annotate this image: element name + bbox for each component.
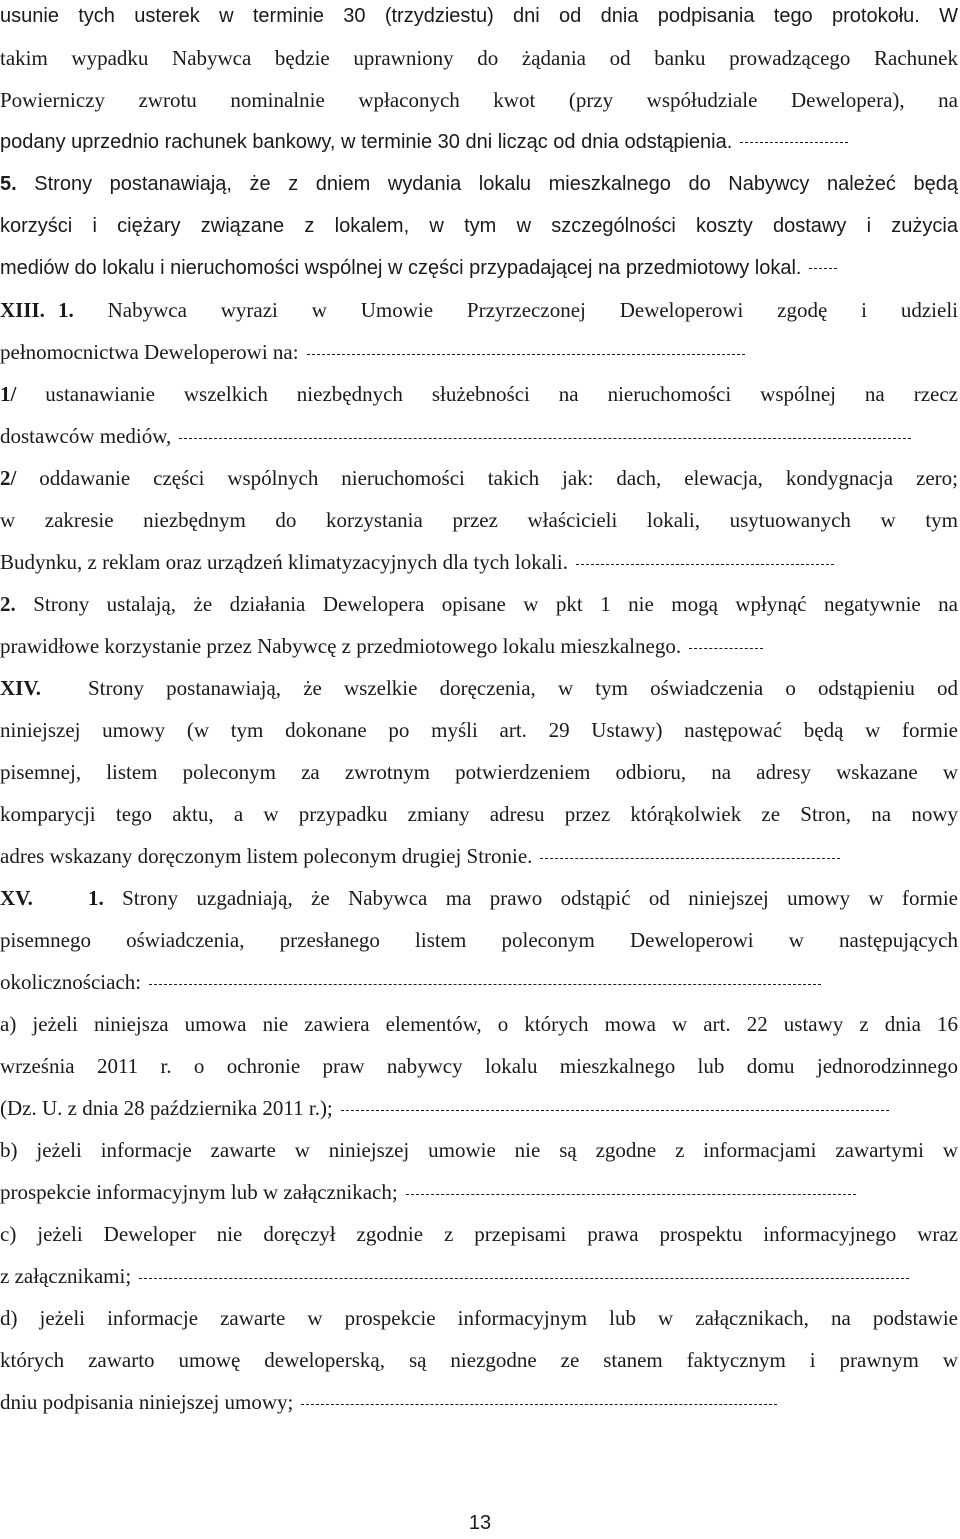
text-line: Budynku, z reklam oraz urządzeń klimatyzacyjnych dla tych lokali.: [0, 546, 958, 588]
text-line: września 2011 r. o ochronie praw nabywcy lokalu mieszkalnego lub domu jednorodzinnego: [0, 1054, 958, 1078]
text-line: adres wskazany doręczonym listem poleconym drugiej Stronie.: [0, 840, 958, 882]
text-line: mediów do lokalu i nieruchomości wspólnej w części przypadającej na przedmiotowy lokal.: [0, 252, 958, 294]
item-number: 2/: [0, 466, 17, 490]
text-line: z załącznikami;: [0, 1260, 958, 1302]
text-line: dostawców mediów,: [0, 420, 958, 462]
text-line: c) jeżeli Deweloper nie doręczył zgodnie z przepisami prawa prospektu informacyjnego wraz: [0, 1222, 958, 1246]
text-line: pełnomocnictwa Deweloperowi na:: [0, 336, 958, 378]
chapter-number: XV.: [0, 886, 33, 910]
text-line: XV. 1. Strony uzgadniają, że Nabywca ma prawo odstąpić od niniejszej umowy w formie: [0, 882, 958, 924]
fill-dash: [307, 354, 745, 355]
text-line: korzyści i ciężary związane z lokalem, w tym w szczególności koszty dostawy i zużycia: [0, 215, 958, 237]
text-line: 1/ ustanawianie wszelkich niezbędnych służebności na nieruchomości wspólnej na rzecz: [0, 382, 958, 406]
text-line: komparycji tego aktu, a w przypadku zmiany adresu przez którąkolwiek ze Stron, na nowy: [0, 802, 958, 826]
text-line: pisemnego oświadczenia, przesłanego listem poleconym Deweloperowi w następujących: [0, 928, 958, 952]
text-line: b) jeżeli informacje zawarte w niniejszej umowie nie są zgodne z informacjami zawartymi w: [0, 1138, 958, 1162]
text-line: XIII. 1. Nabywca wyrazi w Umowie Przyrzeczonej Deweloperowi zgodę i udzieli: [0, 294, 958, 336]
page-number: 13: [468, 1512, 492, 1534]
chapter-number: XIV.: [0, 676, 42, 700]
text-line: 2/ oddawanie części wspólnych nieruchomości takich jak: dach, elewacja, kondygnacja zero;: [0, 466, 959, 490]
text-line: dniu podpisania niniejszej umowy;: [0, 1386, 958, 1428]
item-number: 1/: [0, 382, 17, 406]
section-number: 1.: [58, 298, 74, 322]
text-line: takim wypadku Nabywca będzie uprawniony do żądania od banku prowadzącego Rachunek: [0, 46, 958, 70]
text-line: (Dz. U. z dnia 28 października 2011 r.);: [0, 1092, 958, 1134]
section-number: 5.: [0, 173, 17, 195]
fill-dash: [576, 564, 834, 565]
fill-dash: [740, 142, 848, 143]
section-number: 2.: [0, 592, 16, 616]
fill-dash: [139, 1278, 909, 1279]
text-line: pisemnej, listem poleconym za zwrotnym potwierdzeniem odbioru, na adresy wskazane w: [0, 760, 958, 784]
text-line: Powierniczy zwrotu nominalnie wpłaconych kwot (przy współudziale Dewelopera), na: [0, 88, 958, 112]
text-line: d) jeżeli informacje zawarte w prospekcie informacyjnym lub w załącznikach, na podstawie: [0, 1306, 958, 1330]
text-line: w zakresie niezbędnym do korzystania przez właścicieli lokali, usytuowanych w tym: [0, 508, 958, 532]
text-line: prawidłowe korzystanie przez Nabywcę z przedmiotowego lokalu mieszkalnego.: [0, 630, 958, 672]
fill-dash: [540, 858, 840, 859]
text-line: 2. Strony ustalają, że działania Dewelopera opisane w pkt 1 nie mogą wpłynąć negatywnie na: [0, 592, 959, 616]
fill-dash: [689, 648, 763, 649]
text-line: XIV. Strony postanawiają, że wszelkie doręczenia, w tym oświadczenia o odstąpieniu od: [0, 672, 958, 714]
fill-dash: [406, 1194, 856, 1195]
chapter-number: XIII.: [0, 298, 45, 322]
text-line: 5. Strony postanawiają, że z dniem wydania lokalu mieszkalnego do Nabywcy należeć będą: [0, 173, 958, 195]
fill-dash: [809, 268, 837, 269]
fill-dash: [341, 1110, 889, 1111]
text-line: a) jeżeli niniejsza umowa nie zawiera elementów, o których mowa w art. 22 ustawy z dnia 16: [0, 1012, 958, 1036]
text-line: niniejszej umowy (w tym dokonane po myśli art. 29 Ustawy) następować będą w formie: [0, 718, 958, 742]
fill-dash: [149, 984, 821, 985]
text-line: których zawarto umowę deweloperską, są niezgodne ze stanem faktycznym i prawnym w: [0, 1348, 958, 1372]
section-number: 1.: [88, 886, 104, 910]
text-line: okolicznościach:: [0, 966, 958, 1008]
text-line: prospekcie informacyjnym lub w załącznikach;: [0, 1176, 958, 1218]
fill-dash: [301, 1404, 777, 1405]
fill-dash: [179, 438, 911, 439]
text-line: podany uprzednio rachunek bankowy, w terminie 30 dni licząc od dnia odstąpienia.: [0, 126, 958, 168]
text-line: usunie tych usterek w terminie 30 (trzydziestu) dni od dnia podpisania tego protokołu. W: [0, 5, 958, 27]
